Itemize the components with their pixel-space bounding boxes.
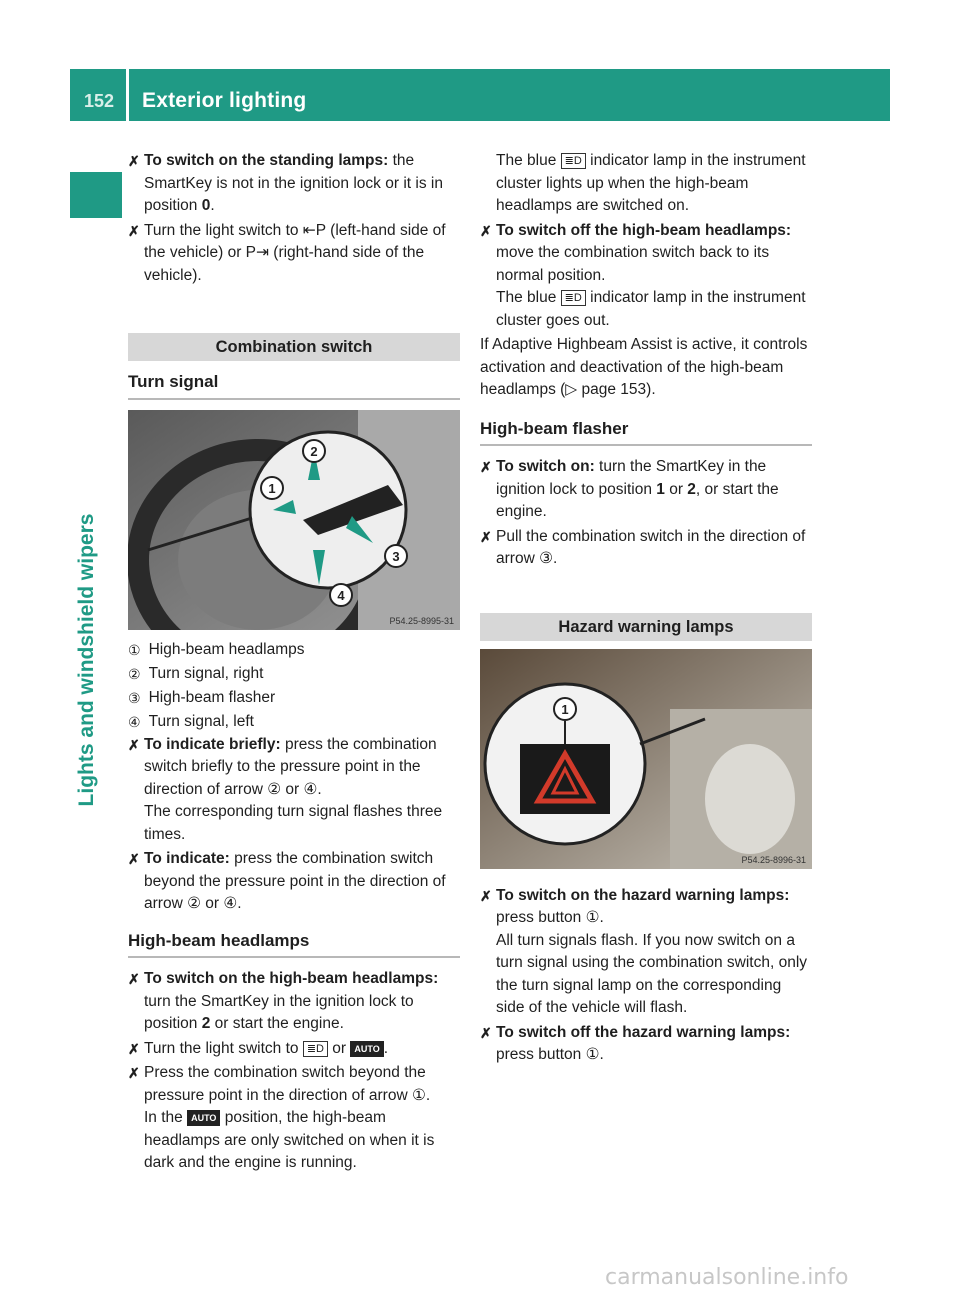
step-arrow-icon: ✗ [480,459,492,475]
header-divider [126,69,129,121]
hazard-off-step: ✗ To switch off the hazard warning lamps: press button ①. [480,1023,791,1063]
step-arrow-icon: ✗ [128,1065,140,1081]
flasher-on-step: ✗ To switch on: turn the SmartKey in the ignition lock to position 1 or 2, or start the engine. [480,458,779,520]
watermark-footer: carmanualsonline.info [605,1265,849,1290]
hazard-on-step: ✗ To switch on the hazard warning lamps: press button ①. All turn signals flash. If you now switch on a turn signal using the combination switch, only the turn signal lamp on the corresponding side of the vehicle will flash. [480,886,808,1016]
high-beam-switch-step: ✗ Turn the light switch to ≣D or AUTO . [128,1038,460,1061]
standing-lamps-step: ✗ To switch on the standing lamps: the SmartKey is not in the ignition lock or it is in position 0. [128,152,443,214]
figure-legend [128,638,460,734]
legend-item: ③ High-beam flasher [128,688,276,706]
high-beam-press-step: ✗ Press the combination switch beyond the pressure point in the direction of arrow ①. In the AUTO position, the high-beam headlamps are only switched on when it is dark and the engine is running. [128,1064,435,1171]
step-arrow-icon: ✗ [480,887,492,904]
step-arrow-icon: ✗ [128,736,140,753]
legend-item: ② Turn signal, right [128,664,264,682]
auto-icon: AUTO [350,1041,383,1057]
hazard-button-figure [480,649,812,869]
subsection-title-high-beam: High-beam headlamps [128,930,460,959]
subsection-title-turn-signal: Turn signal [128,371,460,400]
left-column [128,150,460,1177]
svg-text:1: 1 [561,701,569,717]
adaptive-highbeam-note: If Adaptive Highbeam Assist is active, it controls activation and deactivation of the high-beam headlamps (▷ page 153). [480,336,808,398]
page-number: 152 [84,91,115,111]
svg-text:3: 3 [392,548,400,564]
step-arrow-icon: ✗ [128,971,140,987]
auto-icon: AUTO [187,1110,220,1126]
svg-text:4: 4 [337,587,345,603]
svg-text:2: 2 [310,443,318,459]
right-column [480,150,812,1069]
step-arrow-icon: ✗ [128,851,140,867]
figure-code: P54.25-8995-31 [389,615,454,626]
blue-lamp-note: The blue ≣D indicator lamp in the instrument cluster lights up when the high-beam headlamps are switched on. [496,152,806,214]
svg-text:1: 1 [268,480,276,496]
indicate-step: ✗ To indicate: press the combination switch beyond the pressure point in the direction of arrow ② or ④. [128,850,446,912]
side-chapter-label: Lights and windshield wipers [75,513,98,807]
flasher-pull-step: ✗ Pull the combination switch in the direction of arrow ③. [480,527,806,567]
section-title-hazard: Hazard warning lamps [480,613,812,641]
subsection-title-flasher: High-beam flasher [480,418,812,447]
step-arrow-icon: ✗ [480,222,492,239]
step-arrow-icon: ✗ [128,153,140,169]
legend-item: ① High-beam headlamps [128,640,305,658]
page-title: Exterior lighting [142,89,307,112]
page-header [70,69,890,121]
high-beam-on-step: ✗ To switch on the high-beam headlamps: turn the SmartKey in the ignition lock to position 2 or start the engine. [128,970,439,1032]
figure-code: P54.25-8996-31 [741,854,806,865]
combination-switch-figure [128,410,460,630]
step-arrow-icon: ✗ [480,528,492,545]
high-beam-icon: ≣D [561,153,586,169]
section-title-combination-switch: Combination switch [128,333,460,361]
high-beam-off-step: ✗ To switch off the high-beam headlamps: move the combination switch back to its normal position. The blue ≣D indicator lamp in the instrument cluster goes out. [480,221,806,329]
high-beam-icon: ≣D [561,290,586,306]
low-beam-icon: ≣D [303,1041,328,1057]
indicate-briefly-step: ✗ To indicate briefly: press the combination switch briefly to the pressure point in the direction of arrow ② or ④. The corresponding turn signal flashes three times. [128,735,443,843]
legend-item: ④ Turn signal, left [128,712,254,730]
step-arrow-icon: ✗ [480,1024,492,1041]
step-arrow-icon: ✗ [128,1040,140,1057]
side-tab-block [70,172,122,218]
step-arrow-icon: ✗ [128,222,140,239]
standing-lamps-switch-step: ✗ Turn the light switch to ⇤P (left-hand side of the vehicle) or P⇥ (right-hand side of the vehicle). [128,221,446,284]
